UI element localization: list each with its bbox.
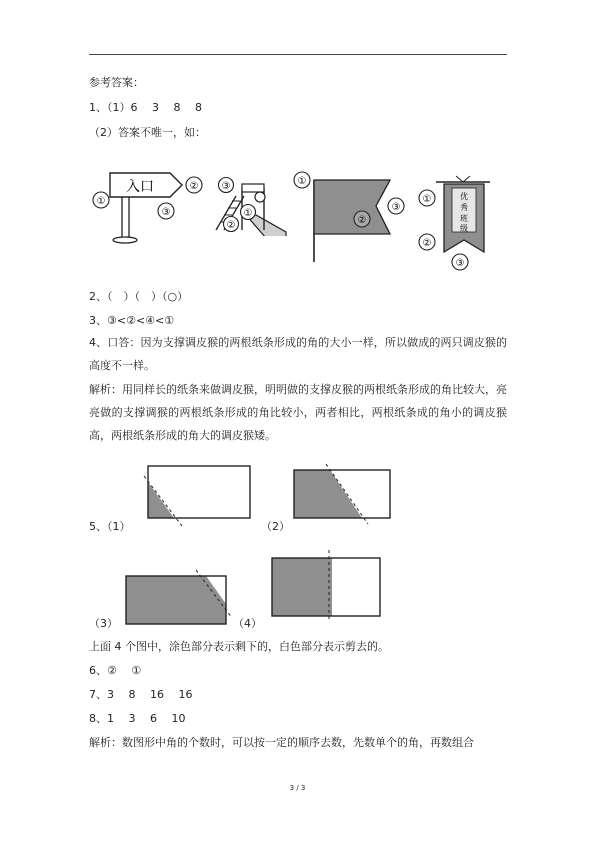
q5-label-3: （3） bbox=[89, 617, 118, 630]
svg-text:班: 班 bbox=[460, 214, 468, 223]
page-number: 3 / 3 bbox=[289, 784, 306, 792]
svg-text:③: ③ bbox=[391, 202, 401, 213]
svg-text:①: ① bbox=[422, 194, 432, 205]
svg-text:级: 级 bbox=[460, 224, 468, 233]
q5-figure-2 bbox=[290, 462, 394, 526]
svg-text:②: ② bbox=[422, 238, 432, 249]
q5-figure-3 bbox=[122, 568, 234, 634]
q5-label-2: （2） bbox=[261, 520, 290, 533]
svg-text:③: ③ bbox=[161, 207, 171, 218]
svg-text:①: ① bbox=[96, 196, 106, 207]
q5-figure-1 bbox=[140, 462, 252, 530]
q5-label-1: 5、（1） bbox=[89, 520, 131, 533]
svg-text:①: ① bbox=[243, 208, 253, 219]
figure-flag bbox=[292, 166, 410, 266]
q5-label-4: （4） bbox=[233, 617, 262, 630]
svg-text:③: ③ bbox=[221, 181, 231, 192]
sign-text: 入口 bbox=[126, 179, 154, 195]
svg-text:②: ② bbox=[357, 215, 367, 226]
q5-note: 上面 4 个图中，涂色部分表示剩下的，白色部分表示剪去的。 bbox=[89, 640, 389, 653]
q1-part1: 1、（1）6 3 8 8 bbox=[89, 101, 202, 114]
svg-text:①: ① bbox=[297, 176, 307, 187]
figure-slide bbox=[206, 170, 296, 236]
q2-answer: 2、（ ）（ ）（○） bbox=[89, 290, 189, 303]
q7-answer: 7、3 8 16 16 bbox=[89, 688, 193, 701]
q4-analysis: 解析：用同样长的纸条来做调皮猴，明明做的支撑皮猴的两根纸条形成的角比较大，亮亮做的支撑调猴的两根纸条形成的角比较小，两者相比，两根纸条成的角小的调皮猴高，两根纸条形成的角大的调皮猴矮。 bbox=[89, 383, 507, 442]
q8-answer: 8、1 3 6 10 bbox=[89, 712, 186, 725]
header-rule bbox=[89, 54, 507, 55]
svg-text:优: 优 bbox=[460, 192, 468, 201]
q4-answer: 4、口答：因为支撑调皮猴的两根纸条形成的角的大小一样，所以做成的两只调皮猴的高度不一样。 bbox=[89, 336, 507, 372]
figure-banner bbox=[408, 174, 500, 272]
q8-analysis: 解析：数图形中角的个数时，可以按一定的顺序去数，先数单个的角，再数组合 bbox=[89, 736, 474, 749]
q6-answer: 6、② ① bbox=[89, 664, 142, 677]
figure-entrance-sign bbox=[92, 168, 207, 246]
q5-figure-4 bbox=[266, 548, 386, 624]
q1-part2: （2）答案不唯一，如： bbox=[89, 126, 206, 139]
svg-text:③: ③ bbox=[455, 258, 465, 269]
svg-text:②: ② bbox=[189, 181, 199, 192]
answer-heading: 参考答案： bbox=[89, 76, 144, 89]
svg-text:秀: 秀 bbox=[460, 203, 468, 212]
svg-text:②: ② bbox=[226, 220, 236, 231]
q3-answer: 3、③<②<④<① bbox=[89, 314, 175, 327]
